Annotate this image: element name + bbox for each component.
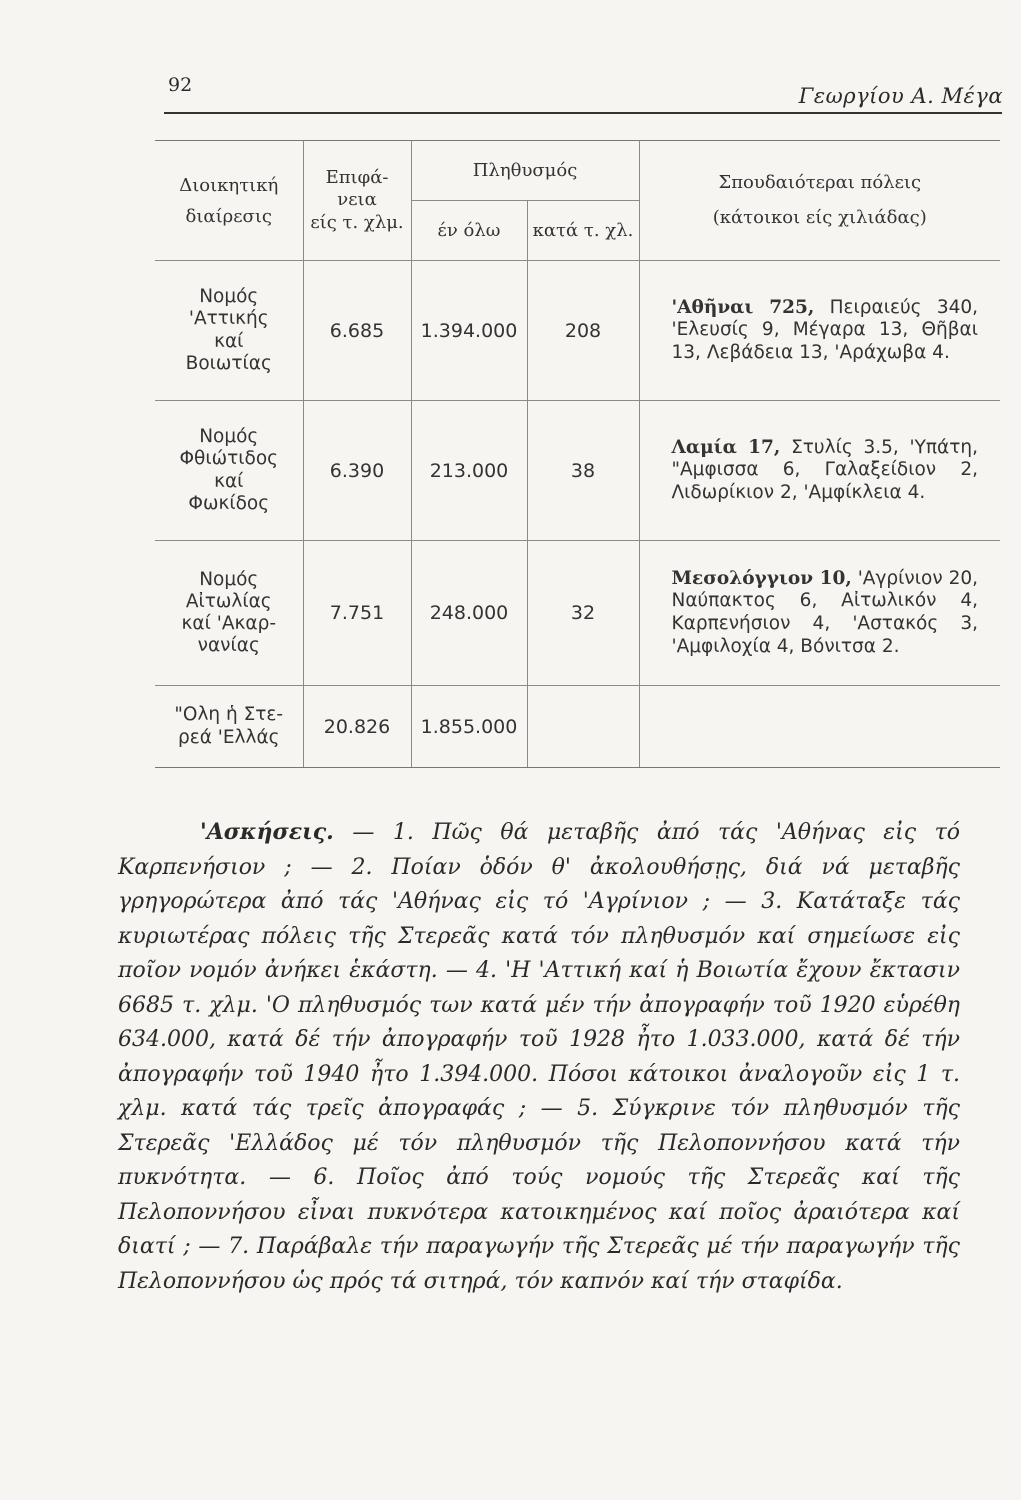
region-line: καί 'Ακαρ- <box>181 613 276 634</box>
exercises-paragraph <box>118 815 960 1299</box>
region-line: καί <box>214 330 244 352</box>
header-population: Πληθυσμός <box>411 141 639 201</box>
region-cell <box>155 541 303 686</box>
region-line: 'Αττικής <box>188 308 269 330</box>
cities-cell <box>639 541 1000 686</box>
header-area-line: νεια <box>337 189 377 211</box>
header-cities <box>639 141 1000 261</box>
region-line: Φωκίδος <box>188 492 270 514</box>
region-cell <box>155 261 303 401</box>
header-area-line: Επιφά- <box>325 166 389 188</box>
header-division-line: διαίρεσις <box>185 205 272 227</box>
total-cities-cell <box>639 686 1000 768</box>
region-line: Αἰτωλίας <box>185 590 272 612</box>
region-line: Νομός <box>199 286 259 308</box>
capital-city: 'Αθῆναι 725, <box>671 296 815 318</box>
header-pop-density: κατά τ. χλ. <box>527 201 639 261</box>
header-division-line: Διοικητική <box>179 174 279 196</box>
area-cell: 7.751 <box>303 541 411 686</box>
other-cities: Στυλίς 3.5, 'Υπάτη, "Αμφισσα 6, Γαλαξείδιον 2, Λιδωρίκιον 2, 'Αμφίκλεια 4. <box>671 436 979 503</box>
region-line: Νομός <box>199 426 259 448</box>
other-cities: Πειραιεύς 340, 'Ελευσίς 9, Μέγαρα 13, Θῆβαι 13, Λεβάδεια 13, 'Αράχωβα 4. <box>671 296 979 363</box>
exercises-text: — 1. Πῶς θά μεταβῆς ἀπό τάς 'Αθήνας εἰς τό Καρπενήσιον ; — 2. Ποίαν ὁδόν θ' ἀκολουθήσῃς, διά νά μεταβῆς γρηγορώτερα ἀπό τάς 'Αθήνας εἰς τό 'Αγρίνιον ; — 3. Κατάταξε τάς κυριωτέρας πόλεις τῆς Στερεᾶς κατά τόν πληθυσμόν καί σημείωσε εἰς ποῖον νομόν ἀνήκει ἑκάστη. — 4. 'Η 'Αττική καί ἡ Βοιωτία ἔχουν ἔκτασιν 6685 τ. χλμ. 'Ο πληθυσμός των κατά μέν τήν ἀπογραφήν τοῦ 1920 εὑρέθη 634.000, κατά δέ τήν ἀπογραφήν τοῦ 1928 ἦτο 1.033.000, κατά δέ τήν ἀπογραφήν τοῦ 1940 ἦτο 1.394.000. Πόσοι κάτοικοι ἀναλογοῦν εἰς 1 τ. χλμ. κατά τάς τρεῖς ἀπογραφάς ; — 5. Σύγκρινε τόν πληθυσμόν τῆς Στερεᾶς 'Ελλάδος μέ τόν πληθυσμόν τῆς Πελοποννήσου κατά τήν πυκνότητα. — 6. Ποῖος ἀπό τούς νομούς τῆς Στερεᾶς καί τῆς Πελοποννήσου εἶναι πυκνότερα κατοικημένος καί ποῖος ἀραιότερα καί διατί ; — 7. Παράβαλε τήν παραγωγήν τῆς Στερεᾶς μέ τήν παραγωγήν τῆς Πελοποννήσου ὡς πρός τά σιτηρά, τόν καπνόν καί τήν σταφίδα. <box>118 820 960 1294</box>
table-total-row <box>155 686 1000 768</box>
header-cities-line: (κάτοικοι είς χιλιάδας) <box>712 206 927 228</box>
total-density-cell <box>527 686 639 768</box>
header-cities-line: Σπουδαιότεραι πόλεις <box>718 172 922 194</box>
region-line: ρεά 'Ελλάς <box>177 726 280 748</box>
header-division <box>155 141 303 261</box>
cities-cell <box>639 401 1000 541</box>
density-cell: 208 <box>527 261 639 401</box>
running-head: Γεωργίου Α. Μέγα <box>798 84 1003 108</box>
region-line: "Ολη ἡ Στε- <box>174 704 284 726</box>
region-cell <box>155 401 303 541</box>
page-number: 92 <box>168 74 193 96</box>
capital-city: Λαμία 17, <box>671 436 781 458</box>
area-cell: 6.685 <box>303 261 411 401</box>
total-region-cell <box>155 686 303 768</box>
other-cities: 'Αγρίνιον 20, Ναύπακτος 6, Αἰτωλικόν 4, Καρπενήσιον 4, 'Αστακός 3, 'Αμφιλοχία 4, Βόνιτσα 2. <box>671 567 979 657</box>
population-cell: 213.000 <box>411 401 527 541</box>
cities-cell <box>639 261 1000 401</box>
header-rule <box>164 112 1002 114</box>
area-cell: 6.390 <box>303 401 411 541</box>
density-cell: 38 <box>527 401 639 541</box>
capital-city: Μεσολόγγιον 10, <box>671 567 852 589</box>
region-line: νανίας <box>197 635 260 657</box>
exercises-heading: 'Ασκήσεις. <box>200 819 334 845</box>
density-cell: 32 <box>527 541 639 686</box>
region-line: Νομός <box>199 568 259 590</box>
table-row <box>155 261 1000 401</box>
region-line: καί <box>214 470 244 492</box>
total-population-cell: 1.855.000 <box>411 686 527 768</box>
table-header-row <box>155 141 1000 201</box>
population-cell: 1.394.000 <box>411 261 527 401</box>
population-cell: 248.000 <box>411 541 527 686</box>
region-line: Φθιώτιδος <box>179 448 279 470</box>
header-area <box>303 141 411 261</box>
header-pop-total: έν όλω <box>411 201 527 261</box>
table-row <box>155 401 1000 541</box>
table-row <box>155 541 1000 686</box>
total-area-cell: 20.826 <box>303 686 411 768</box>
header-area-line: είς τ. χλμ. <box>310 211 404 233</box>
region-line: Βοιωτίας <box>185 352 272 374</box>
census-table <box>155 140 1000 768</box>
